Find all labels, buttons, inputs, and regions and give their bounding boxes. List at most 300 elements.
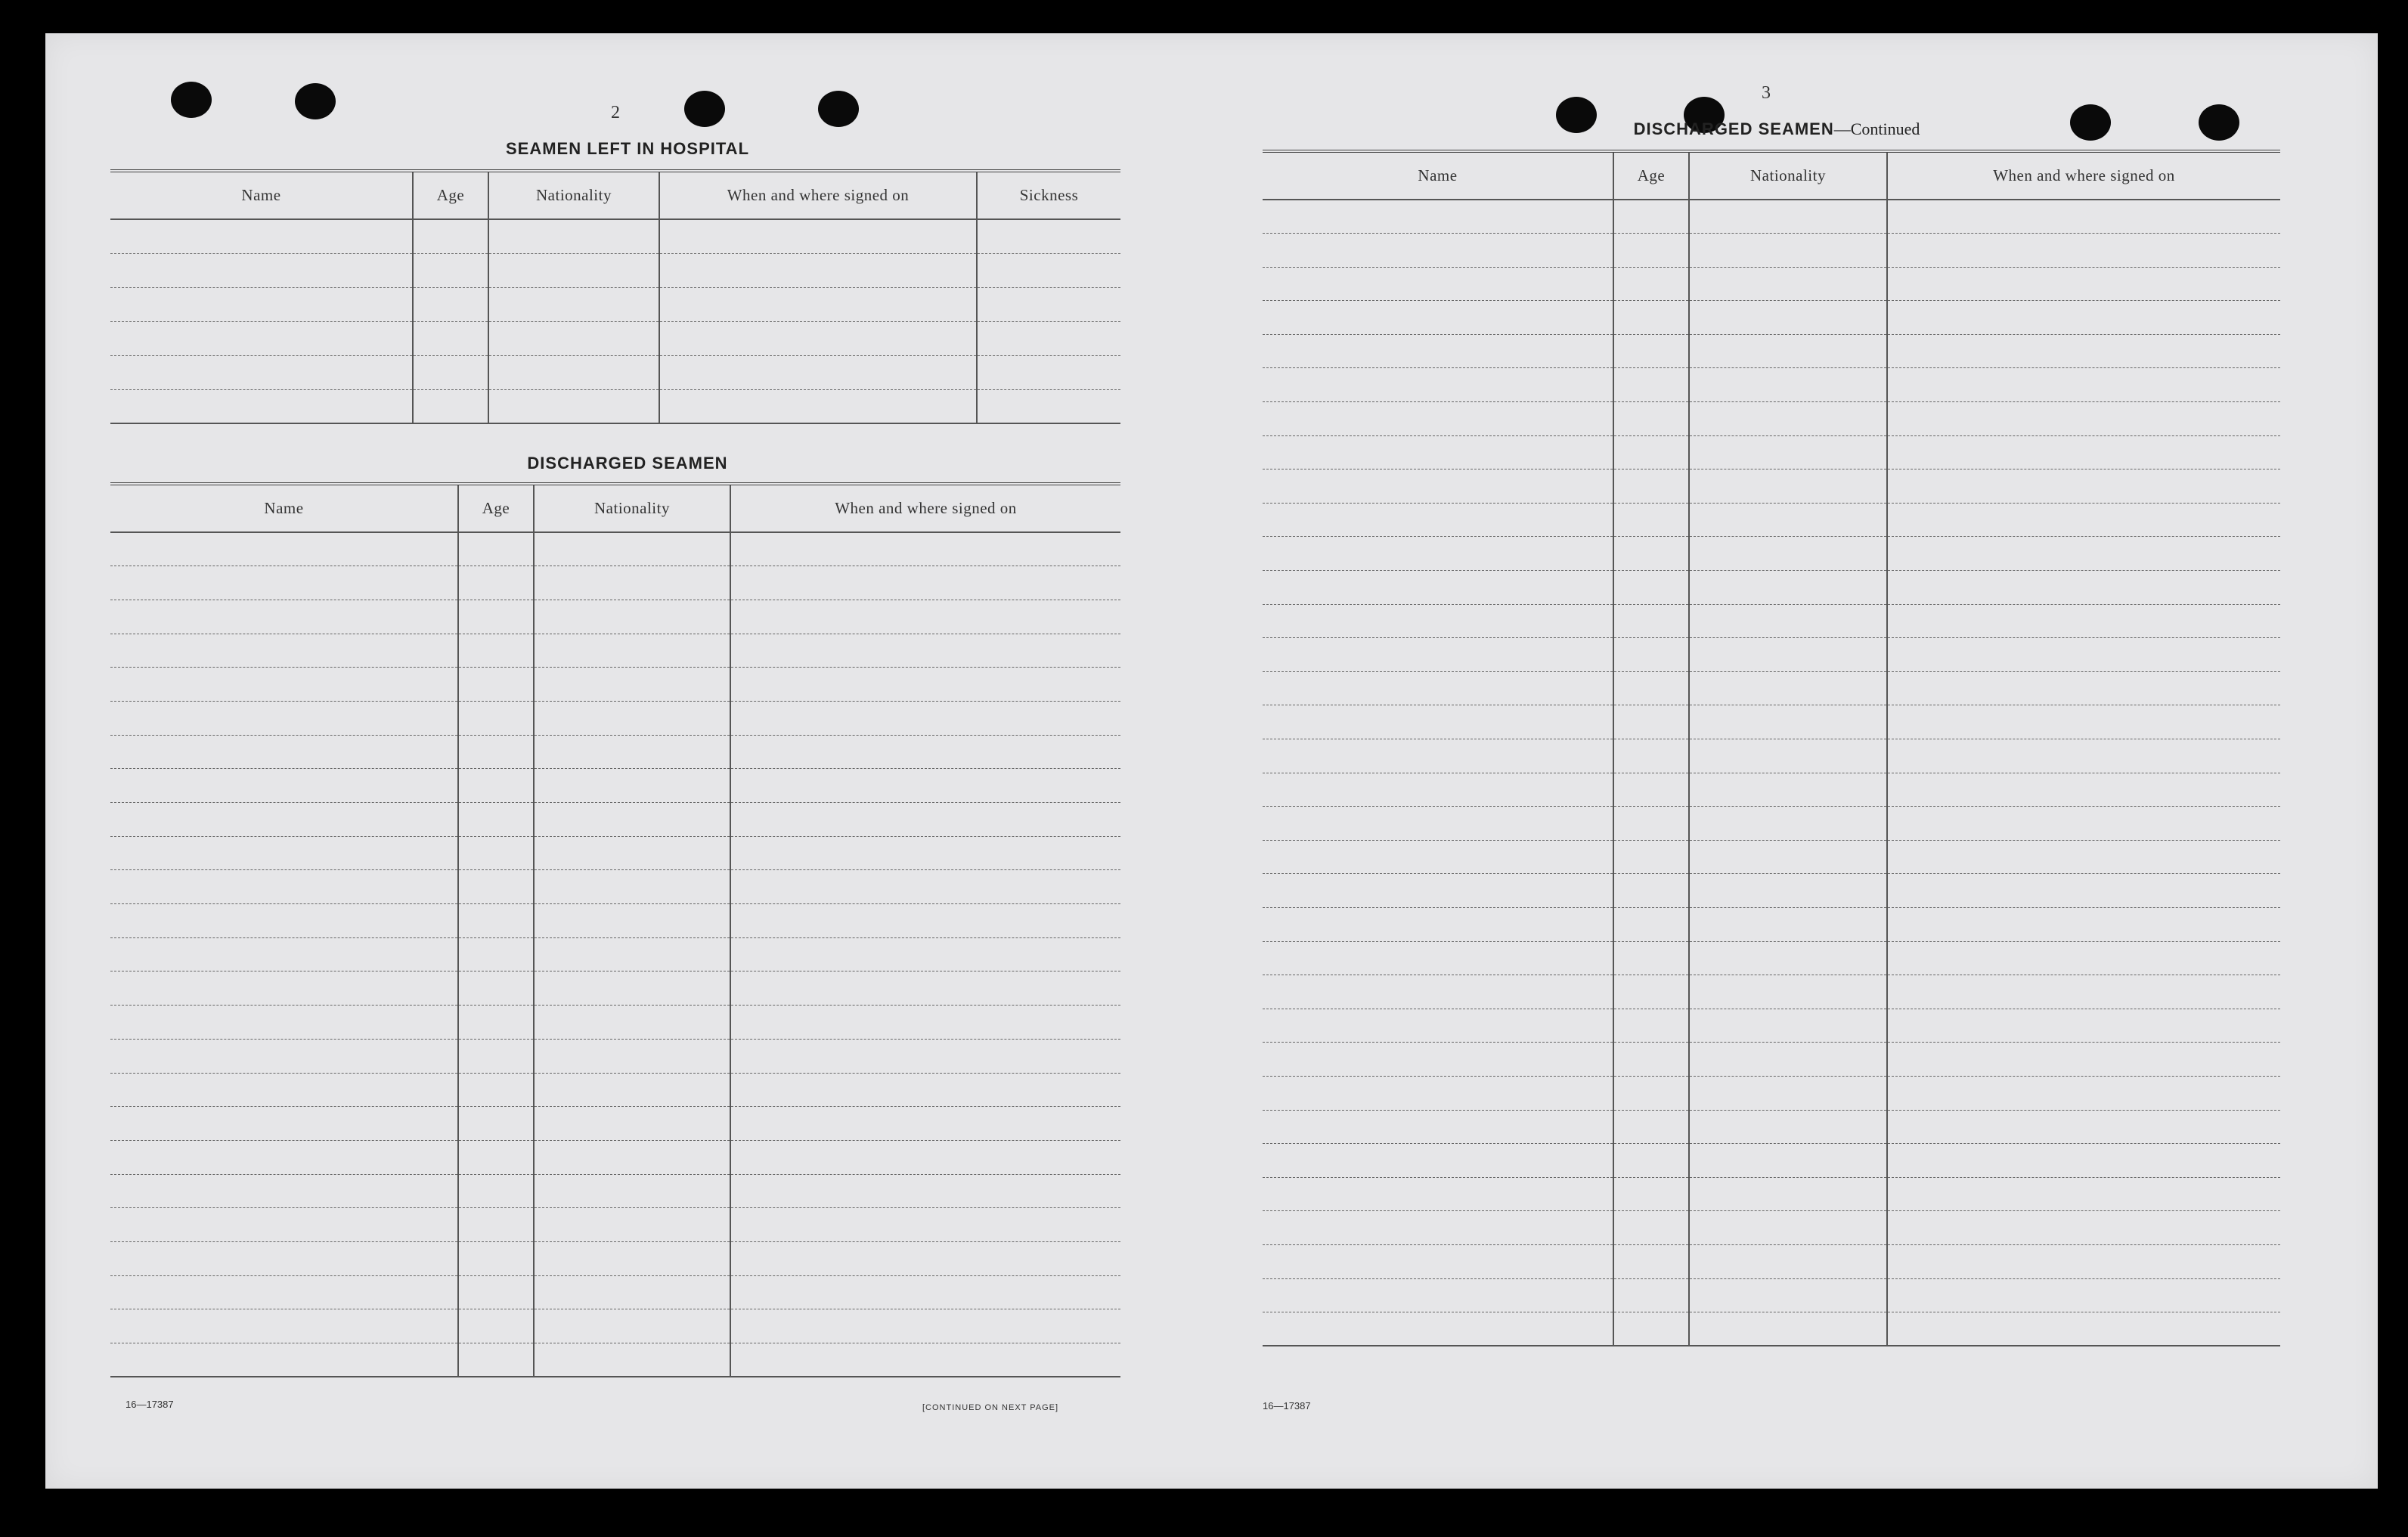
- blank-entry-cell[interactable]: [1689, 907, 1887, 941]
- blank-entry-cell[interactable]: [1887, 368, 2280, 402]
- table-row: [110, 1107, 1120, 1141]
- blank-entry-cell[interactable]: [1613, 1278, 1689, 1312]
- blank-entry-cell[interactable]: [1689, 469, 1887, 504]
- blank-entry-cell[interactable]: [1263, 840, 1613, 874]
- blank-entry-cell[interactable]: [1613, 840, 1689, 874]
- blank-entry-cell[interactable]: [458, 1140, 534, 1174]
- blank-entry-cell[interactable]: [458, 1208, 534, 1242]
- blank-entry-cell[interactable]: [730, 735, 1120, 769]
- table-row: [1263, 840, 2280, 874]
- blank-entry-cell[interactable]: [1689, 705, 1887, 739]
- blank-entry-cell[interactable]: [110, 253, 413, 287]
- blank-entry-cell[interactable]: [534, 1174, 730, 1208]
- blank-entry-cell[interactable]: [110, 803, 458, 837]
- blank-entry-cell[interactable]: [110, 668, 458, 702]
- blank-entry-cell[interactable]: [1887, 1043, 2280, 1077]
- blank-entry-cell[interactable]: [730, 937, 1120, 971]
- blank-entry-cell[interactable]: [1613, 638, 1689, 672]
- table-row: [110, 904, 1120, 938]
- blank-entry-cell[interactable]: [534, 1275, 730, 1309]
- blank-entry-cell[interactable]: [1613, 469, 1689, 504]
- blank-entry-cell[interactable]: [730, 904, 1120, 938]
- blank-entry-cell[interactable]: [458, 532, 534, 566]
- blank-entry-cell[interactable]: [1887, 267, 2280, 301]
- table-row: [1263, 1244, 2280, 1278]
- table-row: [110, 1006, 1120, 1040]
- blank-entry-cell[interactable]: [730, 668, 1120, 702]
- blank-entry-cell[interactable]: [977, 355, 1120, 389]
- table-row: [1263, 638, 2280, 672]
- blank-entry-cell[interactable]: [1613, 368, 1689, 402]
- blank-entry-cell[interactable]: [488, 355, 659, 389]
- blank-entry-cell[interactable]: [1263, 571, 1613, 605]
- blank-entry-cell[interactable]: [413, 389, 488, 423]
- blank-entry-cell[interactable]: [458, 769, 534, 803]
- blank-entry-cell[interactable]: [1689, 604, 1887, 638]
- blank-entry-cell[interactable]: [1263, 1312, 1613, 1346]
- blank-entry-cell[interactable]: [534, 937, 730, 971]
- blank-entry-cell[interactable]: [110, 1073, 458, 1107]
- blank-entry-cell[interactable]: [534, 904, 730, 938]
- blank-entry-cell[interactable]: [458, 971, 534, 1006]
- blank-entry-cell[interactable]: [1613, 1177, 1689, 1211]
- blank-entry-cell[interactable]: [730, 566, 1120, 600]
- blank-entry-cell[interactable]: [1613, 435, 1689, 469]
- blank-entry-cell[interactable]: [730, 701, 1120, 735]
- table-row: [1263, 739, 2280, 773]
- blank-entry-cell[interactable]: [1613, 1043, 1689, 1077]
- blank-entry-cell[interactable]: [730, 532, 1120, 566]
- blank-entry-cell[interactable]: [110, 532, 458, 566]
- blank-entry-cell[interactable]: [1689, 1312, 1887, 1346]
- blank-entry-cell[interactable]: [977, 253, 1120, 287]
- table-row: [110, 321, 1120, 355]
- blank-entry-cell[interactable]: [458, 1174, 534, 1208]
- blank-entry-cell[interactable]: [458, 803, 534, 837]
- blank-entry-cell[interactable]: [1263, 334, 1613, 368]
- blank-entry-cell[interactable]: [977, 389, 1120, 423]
- blank-entry-cell[interactable]: [1263, 638, 1613, 672]
- blank-entry-cell[interactable]: [1263, 1278, 1613, 1312]
- blank-entry-cell[interactable]: [534, 701, 730, 735]
- blank-entry-cell[interactable]: [1613, 807, 1689, 841]
- blank-entry-cell[interactable]: [1887, 840, 2280, 874]
- blank-entry-cell[interactable]: [1613, 1110, 1689, 1144]
- blank-entry-cell[interactable]: [1689, 941, 1887, 975]
- blank-entry-cell[interactable]: [730, 1107, 1120, 1141]
- blank-entry-cell[interactable]: [110, 634, 458, 668]
- table-row: [1263, 907, 2280, 941]
- blank-entry-cell[interactable]: [1887, 807, 2280, 841]
- blank-entry-cell[interactable]: [458, 836, 534, 870]
- blank-entry-cell[interactable]: [458, 735, 534, 769]
- blank-entry-cell[interactable]: [1613, 1009, 1689, 1043]
- blank-entry-cell[interactable]: [1689, 874, 1887, 908]
- blank-entry-cell[interactable]: [1887, 874, 2280, 908]
- blank-entry-cell[interactable]: [1689, 368, 1887, 402]
- blank-entry-cell[interactable]: [1887, 537, 2280, 571]
- blank-entry-cell[interactable]: [110, 1107, 458, 1141]
- blank-entry-cell[interactable]: [488, 219, 659, 253]
- blank-entry-cell[interactable]: [1689, 773, 1887, 807]
- blank-entry-cell[interactable]: [730, 836, 1120, 870]
- blank-entry-cell[interactable]: [458, 937, 534, 971]
- blank-entry-cell[interactable]: [1263, 435, 1613, 469]
- blank-entry-cell[interactable]: [1613, 301, 1689, 335]
- blank-entry-cell[interactable]: [730, 769, 1120, 803]
- blank-entry-cell[interactable]: [413, 219, 488, 253]
- blank-entry-cell[interactable]: [458, 701, 534, 735]
- blank-entry-cell[interactable]: [534, 870, 730, 904]
- table-row: [110, 1208, 1120, 1242]
- blank-entry-cell[interactable]: [1689, 1110, 1887, 1144]
- table-row: [110, 870, 1120, 904]
- blank-entry-cell[interactable]: [458, 566, 534, 600]
- blank-entry-cell[interactable]: [458, 1241, 534, 1275]
- blank-entry-cell[interactable]: [110, 769, 458, 803]
- blank-entry-cell[interactable]: [488, 253, 659, 287]
- blank-entry-cell[interactable]: [1689, 1009, 1887, 1043]
- blank-entry-cell[interactable]: [730, 634, 1120, 668]
- blank-entry-cell[interactable]: [730, 1039, 1120, 1073]
- blank-entry-cell[interactable]: [110, 1174, 458, 1208]
- blank-entry-cell[interactable]: [1613, 1244, 1689, 1278]
- blank-entry-cell[interactable]: [1613, 1144, 1689, 1178]
- blank-entry-cell[interactable]: [110, 870, 458, 904]
- blank-entry-cell[interactable]: [458, 600, 534, 634]
- blank-entry-cell[interactable]: [977, 287, 1120, 321]
- blank-entry-cell[interactable]: [488, 321, 659, 355]
- blank-entry-cell[interactable]: [458, 1039, 534, 1073]
- blank-entry-cell[interactable]: [1887, 638, 2280, 672]
- blank-entry-cell[interactable]: [534, 600, 730, 634]
- blank-entry-cell[interactable]: [110, 937, 458, 971]
- blank-entry-cell[interactable]: [1263, 469, 1613, 504]
- blank-entry-cell[interactable]: [1887, 907, 2280, 941]
- blank-entry-cell[interactable]: [1263, 234, 1613, 268]
- blank-entry-cell[interactable]: [1887, 975, 2280, 1009]
- blank-entry-cell[interactable]: [1263, 1076, 1613, 1110]
- table-row: [1263, 368, 2280, 402]
- blank-entry-cell[interactable]: [458, 1343, 534, 1377]
- blank-entry-cell[interactable]: [730, 1006, 1120, 1040]
- blank-entry-cell[interactable]: [1887, 1144, 2280, 1178]
- blank-entry-cell[interactable]: [977, 219, 1120, 253]
- table-row: [1263, 941, 2280, 975]
- blank-entry-cell[interactable]: [1263, 874, 1613, 908]
- blank-entry-cell[interactable]: [1887, 1076, 2280, 1110]
- blank-entry-cell[interactable]: [1263, 1009, 1613, 1043]
- blank-entry-cell[interactable]: [1613, 773, 1689, 807]
- blank-entry-cell[interactable]: [1887, 1278, 2280, 1312]
- table-row: [1263, 537, 2280, 571]
- blank-entry-cell[interactable]: [1613, 234, 1689, 268]
- table-row: [110, 287, 1120, 321]
- blank-entry-cell[interactable]: [659, 287, 977, 321]
- blank-entry-cell[interactable]: [1263, 1043, 1613, 1077]
- blank-entry-cell[interactable]: [977, 321, 1120, 355]
- table-row: [1263, 874, 2280, 908]
- blank-entry-cell[interactable]: [1887, 671, 2280, 705]
- blank-entry-cell[interactable]: [110, 1309, 458, 1343]
- blank-entry-cell[interactable]: [1689, 975, 1887, 1009]
- table-row: [1263, 807, 2280, 841]
- blank-entry-cell[interactable]: [1689, 1244, 1887, 1278]
- blank-entry-cell[interactable]: [1263, 773, 1613, 807]
- blank-entry-cell[interactable]: [1689, 435, 1887, 469]
- blank-entry-cell[interactable]: [1887, 1110, 2280, 1144]
- blank-entry-cell[interactable]: [1263, 941, 1613, 975]
- blank-entry-cell[interactable]: [730, 1241, 1120, 1275]
- discharged-section-title: DISCHARGED SEAMEN: [527, 454, 728, 473]
- blank-entry-cell[interactable]: [110, 904, 458, 938]
- blank-entry-cell[interactable]: [413, 253, 488, 287]
- blank-entry-cell[interactable]: [1689, 571, 1887, 605]
- blank-entry-cell[interactable]: [1613, 537, 1689, 571]
- blank-entry-cell[interactable]: [1613, 941, 1689, 975]
- blank-entry-cell[interactable]: [1887, 1211, 2280, 1245]
- right-page: [1263, 83, 2306, 1447]
- blank-entry-cell[interactable]: [534, 1208, 730, 1242]
- blank-entry-cell[interactable]: [534, 566, 730, 600]
- blank-entry-cell[interactable]: [1689, 267, 1887, 301]
- blank-entry-cell[interactable]: [1263, 301, 1613, 335]
- blank-entry-cell[interactable]: [1613, 1211, 1689, 1245]
- blank-entry-cell[interactable]: [1613, 975, 1689, 1009]
- blank-entry-cell[interactable]: [1887, 1177, 2280, 1211]
- blank-entry-cell[interactable]: [1263, 200, 1613, 234]
- blank-entry-cell[interactable]: [730, 1140, 1120, 1174]
- table-row: [110, 1039, 1120, 1073]
- blank-entry-cell[interactable]: [110, 566, 458, 600]
- blank-entry-cell[interactable]: [534, 836, 730, 870]
- blank-entry-cell[interactable]: [1689, 301, 1887, 335]
- blank-entry-cell[interactable]: [730, 1174, 1120, 1208]
- blank-entry-cell[interactable]: [458, 1309, 534, 1343]
- blank-entry-cell[interactable]: [1263, 739, 1613, 773]
- blank-entry-cell[interactable]: [1689, 537, 1887, 571]
- blank-entry-cell[interactable]: [110, 836, 458, 870]
- blank-entry-cell[interactable]: [730, 1309, 1120, 1343]
- page-number: 3: [1762, 83, 1771, 103]
- blank-entry-cell[interactable]: [110, 1241, 458, 1275]
- blank-entry-cell[interactable]: [1689, 402, 1887, 436]
- blank-entry-cell[interactable]: [1263, 537, 1613, 571]
- blank-entry-cell[interactable]: [110, 321, 413, 355]
- table-row: [110, 971, 1120, 1006]
- blank-entry-cell[interactable]: [1689, 671, 1887, 705]
- table-row: [1263, 1278, 2280, 1312]
- blank-entry-cell[interactable]: [1263, 402, 1613, 436]
- discharged-continued-title-main: DISCHARGED SEAMEN: [1633, 119, 1834, 138]
- blank-entry-cell[interactable]: [1613, 739, 1689, 773]
- blank-entry-cell[interactable]: [1689, 1211, 1887, 1245]
- blank-entry-cell[interactable]: [1689, 807, 1887, 841]
- blank-entry-cell[interactable]: [1887, 1244, 2280, 1278]
- blank-entry-cell[interactable]: [1263, 975, 1613, 1009]
- blank-entry-cell[interactable]: [534, 1006, 730, 1040]
- blank-entry-cell[interactable]: [1887, 604, 2280, 638]
- blank-entry-cell[interactable]: [1887, 571, 2280, 605]
- table-row: [1263, 503, 2280, 537]
- blank-entry-cell[interactable]: [1613, 705, 1689, 739]
- table-row: [110, 1073, 1120, 1107]
- blank-entry-cell[interactable]: [730, 870, 1120, 904]
- blank-entry-cell[interactable]: [1613, 334, 1689, 368]
- blank-entry-cell[interactable]: [1689, 200, 1887, 234]
- blank-entry-cell[interactable]: [659, 389, 977, 423]
- blank-entry-cell[interactable]: [730, 1208, 1120, 1242]
- blank-entry-cell[interactable]: [1689, 234, 1887, 268]
- blank-entry-cell[interactable]: [1887, 503, 2280, 537]
- blank-entry-cell[interactable]: [1263, 604, 1613, 638]
- blank-entry-cell[interactable]: [1887, 1312, 2280, 1346]
- blank-entry-cell[interactable]: [1263, 907, 1613, 941]
- blank-entry-cell[interactable]: [1613, 907, 1689, 941]
- blank-entry-cell[interactable]: [488, 287, 659, 321]
- blank-entry-cell[interactable]: [1689, 1177, 1887, 1211]
- blank-entry-cell[interactable]: [110, 600, 458, 634]
- blank-entry-cell[interactable]: [413, 287, 488, 321]
- blank-entry-cell[interactable]: [534, 1309, 730, 1343]
- blank-entry-cell[interactable]: [659, 355, 977, 389]
- blank-entry-cell[interactable]: [1263, 267, 1613, 301]
- blank-entry-cell[interactable]: [1689, 1278, 1887, 1312]
- blank-entry-cell[interactable]: [659, 321, 977, 355]
- blank-entry-cell[interactable]: [1689, 1043, 1887, 1077]
- blank-entry-cell[interactable]: [1613, 200, 1689, 234]
- blank-entry-cell[interactable]: [659, 219, 977, 253]
- blank-entry-cell[interactable]: [1689, 1076, 1887, 1110]
- blank-entry-cell[interactable]: [1263, 807, 1613, 841]
- table-row: [1263, 1177, 2280, 1211]
- blank-entry-cell[interactable]: [730, 1343, 1120, 1377]
- blank-entry-cell[interactable]: [1263, 1177, 1613, 1211]
- blank-entry-cell[interactable]: [1263, 671, 1613, 705]
- blank-entry-cell[interactable]: [110, 735, 458, 769]
- blank-entry-cell[interactable]: [534, 668, 730, 702]
- blank-entry-cell[interactable]: [1613, 604, 1689, 638]
- blank-entry-cell[interactable]: [730, 803, 1120, 837]
- blank-entry-cell[interactable]: [458, 904, 534, 938]
- table-row: [110, 1174, 1120, 1208]
- blank-entry-cell[interactable]: [1613, 503, 1689, 537]
- blank-entry-cell[interactable]: [1689, 334, 1887, 368]
- blank-entry-cell[interactable]: [1887, 301, 2280, 335]
- blank-entry-cell[interactable]: [1887, 435, 2280, 469]
- left-page: [106, 79, 1134, 1455]
- blank-entry-cell[interactable]: [110, 1343, 458, 1377]
- blank-entry-cell[interactable]: [1689, 1144, 1887, 1178]
- blank-entry-cell[interactable]: [413, 321, 488, 355]
- table-row: [1263, 435, 2280, 469]
- blank-entry-cell[interactable]: [488, 389, 659, 423]
- blank-entry-cell[interactable]: [534, 971, 730, 1006]
- blank-entry-cell[interactable]: [110, 1208, 458, 1242]
- blank-entry-cell[interactable]: [110, 1006, 458, 1040]
- discharged-table: [110, 482, 1120, 1377]
- blank-entry-cell[interactable]: [1613, 1312, 1689, 1346]
- blank-entry-cell[interactable]: [1689, 503, 1887, 537]
- column-header-signed-on: When and where signed on: [1887, 151, 2280, 200]
- blank-entry-cell[interactable]: [458, 634, 534, 668]
- blank-entry-cell[interactable]: [730, 971, 1120, 1006]
- blank-entry-cell[interactable]: [458, 1006, 534, 1040]
- blank-entry-cell[interactable]: [110, 389, 413, 423]
- blank-entry-cell[interactable]: [1887, 200, 2280, 234]
- blank-entry-cell[interactable]: [110, 1039, 458, 1073]
- blank-entry-cell[interactable]: [1887, 402, 2280, 436]
- blank-entry-cell[interactable]: [1887, 469, 2280, 504]
- blank-entry-cell[interactable]: [1887, 1009, 2280, 1043]
- blank-entry-cell[interactable]: [534, 1073, 730, 1107]
- table-row: [110, 389, 1120, 423]
- blank-entry-cell[interactable]: [110, 355, 413, 389]
- blank-entry-cell[interactable]: [534, 634, 730, 668]
- blank-entry-cell[interactable]: [730, 600, 1120, 634]
- blank-entry-cell[interactable]: [534, 1241, 730, 1275]
- blank-entry-cell[interactable]: [1689, 739, 1887, 773]
- blank-entry-cell[interactable]: [1263, 1110, 1613, 1144]
- blank-entry-cell[interactable]: [110, 287, 413, 321]
- blank-entry-cell[interactable]: [110, 1275, 458, 1309]
- blank-entry-cell[interactable]: [458, 1275, 534, 1309]
- blank-entry-cell[interactable]: [458, 870, 534, 904]
- blank-entry-cell[interactable]: [1887, 234, 2280, 268]
- blank-entry-cell[interactable]: [458, 1107, 534, 1141]
- blank-entry-cell[interactable]: [1887, 773, 2280, 807]
- blank-entry-cell[interactable]: [1263, 368, 1613, 402]
- blank-entry-cell[interactable]: [534, 532, 730, 566]
- blank-entry-cell[interactable]: [1887, 941, 2280, 975]
- blank-entry-cell[interactable]: [534, 803, 730, 837]
- blank-entry-cell[interactable]: [1263, 1244, 1613, 1278]
- blank-entry-cell[interactable]: [1263, 1211, 1613, 1245]
- blank-entry-cell[interactable]: [534, 1140, 730, 1174]
- blank-entry-cell[interactable]: [110, 971, 458, 1006]
- blank-entry-cell[interactable]: [1613, 571, 1689, 605]
- blank-entry-cell[interactable]: [1263, 705, 1613, 739]
- blank-entry-cell[interactable]: [1613, 402, 1689, 436]
- blank-entry-cell[interactable]: [1613, 874, 1689, 908]
- blank-entry-cell[interactable]: [458, 1073, 534, 1107]
- blank-entry-cell[interactable]: [1263, 1144, 1613, 1178]
- blank-entry-cell[interactable]: [730, 1073, 1120, 1107]
- blank-entry-cell[interactable]: [458, 668, 534, 702]
- blank-entry-cell[interactable]: [1887, 334, 2280, 368]
- blank-entry-cell[interactable]: [1887, 705, 2280, 739]
- blank-entry-cell[interactable]: [534, 1039, 730, 1073]
- blank-entry-cell[interactable]: [110, 1140, 458, 1174]
- blank-entry-cell[interactable]: [534, 735, 730, 769]
- blank-entry-cell[interactable]: [534, 769, 730, 803]
- blank-entry-cell[interactable]: [659, 253, 977, 287]
- blank-entry-cell[interactable]: [1613, 1076, 1689, 1110]
- blank-entry-cell[interactable]: [1689, 638, 1887, 672]
- blank-entry-cell[interactable]: [110, 701, 458, 735]
- blank-entry-cell[interactable]: [1263, 503, 1613, 537]
- blank-entry-cell[interactable]: [413, 355, 488, 389]
- blank-entry-cell[interactable]: [534, 1107, 730, 1141]
- blank-entry-cell[interactable]: [1613, 671, 1689, 705]
- blank-entry-cell[interactable]: [1887, 739, 2280, 773]
- blank-entry-cell[interactable]: [1613, 267, 1689, 301]
- table-row: [1263, 975, 2280, 1009]
- blank-entry-cell[interactable]: [534, 1343, 730, 1377]
- blank-entry-cell[interactable]: [110, 219, 413, 253]
- blank-entry-cell[interactable]: [730, 1275, 1120, 1309]
- blank-entry-cell[interactable]: [1689, 840, 1887, 874]
